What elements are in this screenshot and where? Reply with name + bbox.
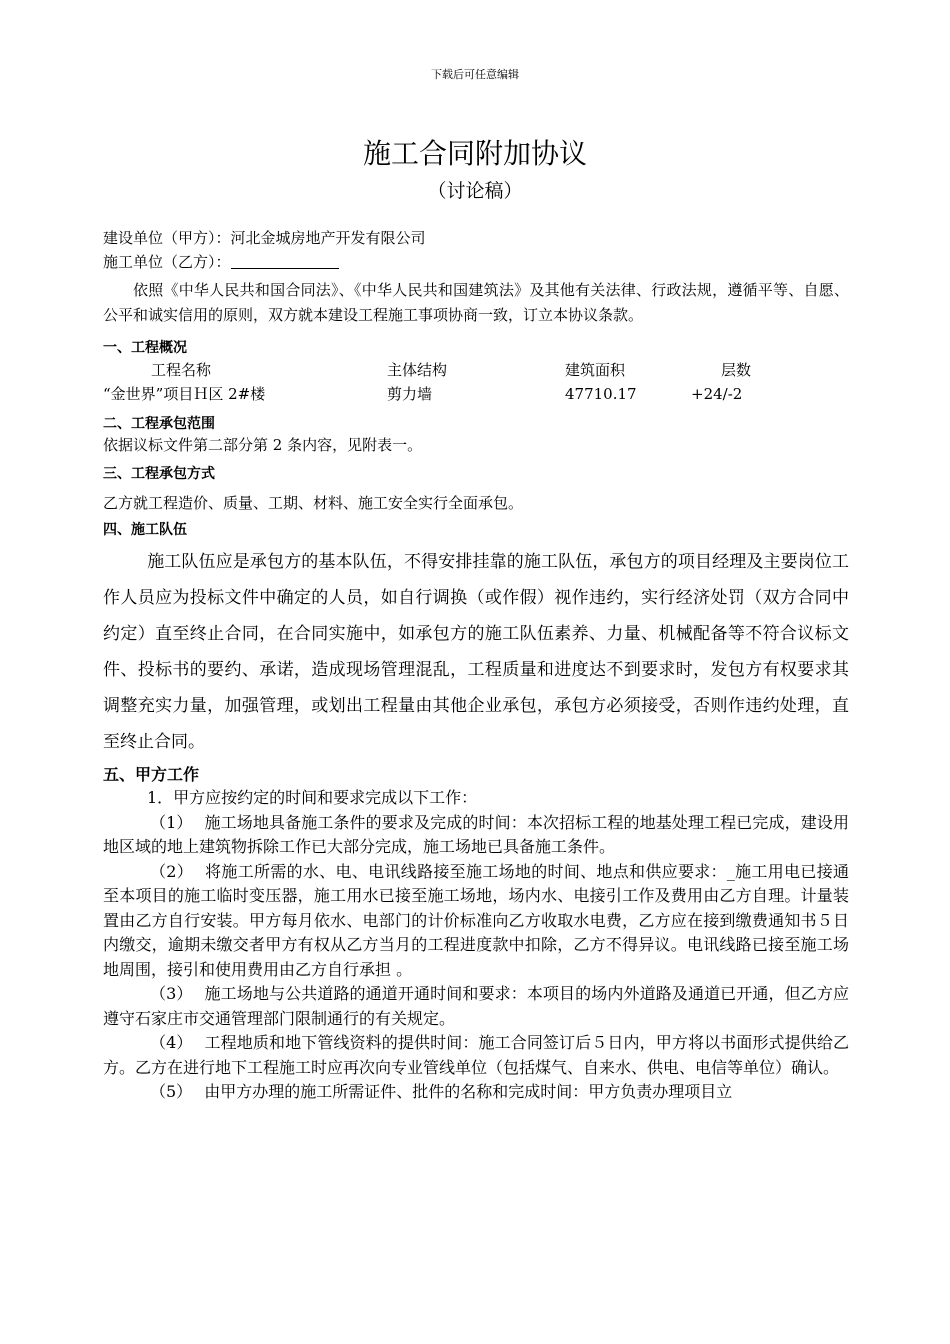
item-number: （5）	[150, 1082, 193, 1101]
item-number: （4）	[150, 1033, 193, 1052]
col-floors: 层数	[721, 361, 752, 379]
item-number: （2）	[150, 861, 194, 881]
item-text: 将施工所需的水、电、电讯线路接至施工场地的时间、地点和供应要求：_施工用电已接通至本项目的施工临时变压器，施工用水已接至施工场地，场内水、电接引工作及费用由乙方自理。计量装置由乙方自行安装。甲方每月依水、电部门的计价标准向乙方收取水电费，乙方应在接到缴费通知书５日内缴交，逾期未缴交者甲方有权从乙方当月的工程进度款中扣除，乙方不得异议。电讯线路已接至施工场地周围，接引和使用费用由乙方自行承担 。	[103, 861, 849, 979]
col-project-name: 工程名称	[151, 361, 212, 379]
cell-structure: 剪力墙	[387, 385, 433, 403]
item-text: 工程地质和地下管线资料的提供时间：施工合同签订后５日内，甲方将以书面形式提供给乙方。乙方在进行地下工程施工时应再次向专业管线单位（包括煤气、自来水、供电、电信等单位）确认。	[103, 1033, 849, 1077]
item-number: （3）	[150, 984, 193, 1003]
section-5-intro	[103, 786, 849, 811]
project-table-row	[103, 382, 849, 406]
project-table-header	[103, 358, 849, 382]
header-note: 下载后可任意编辑	[431, 68, 519, 81]
cell-floors: +24/-2	[691, 385, 743, 403]
section-5-heading: 五、甲方工作	[103, 765, 200, 784]
document-subtitle: （讨论稿）	[427, 180, 523, 202]
cell-project-name: “金世界”项目Ｈ区 2#楼	[103, 385, 266, 403]
intro-paragraph: 依照《中华人民共和国合同法》、《中华人民共和国建筑法》及其他有关法律、行政法规，遵循平等、自愿、公平和诚实信用的原则，双方就本建设工程施工事项协商一致，订立本协议条款。	[103, 281, 849, 324]
section-4-heading: 四、施工队伍	[103, 522, 187, 538]
document-body	[103, 226, 849, 1105]
document-title: 施工合同附加协议	[362, 137, 587, 170]
item-text: 施工场地具备施工条件的要求及完成的时间：本次招标工程的地基处理工程已完成，建设用地区域的地上建筑物拆除工作已大部分完成，施工场地已具备施工条件。	[103, 812, 849, 856]
section-1-heading: 一、工程概况	[103, 340, 187, 356]
section-2-heading: 二、工程承包范围	[103, 416, 215, 432]
list-item	[103, 811, 849, 860]
list-item	[103, 1031, 849, 1080]
party-b-label: 施工单位（乙方）：	[103, 253, 231, 271]
item-number: （1）	[150, 812, 193, 832]
item-text: 由甲方办理的施工所需证件、批件的名称和完成时间：甲方负责办理项目立	[204, 1082, 733, 1101]
list-item	[103, 1080, 849, 1105]
section-5-intro-text: 1．甲方应按约定的时间和要求完成以下工作：	[147, 788, 478, 807]
section-2-text: 依据议标文件第二部分第 2 条内容，见附表一。	[103, 436, 423, 454]
col-area: 建筑面积	[565, 361, 626, 379]
item-text: 施工场地与公共道路的通道开通时间和要求：本项目的场内外道路及通道已开通，但乙方应遵守石家庄市交通管理部门限制通行的有关规定。	[103, 984, 849, 1028]
list-item	[103, 982, 849, 1031]
section-4-text: 施工队伍应是承包方的基本队伍，不得安排挂靠的施工队伍，承包方的项目经理及主要岗位工作人员应为投标文件中确定的人员，如自行调换（或作假）视作违约，实行经济处罚（双方合同中约定）直至终止合同，在合同实施中，如承包方的施工队伍素养、力量、机械配备等不符合议标文件、投标书的要约、承诺，造成现场管理混乱，工程质量和进度达不到要求时，发包方有权要求其调整充实力量，加强管理，或划出工程量由其他企业承包，承包方必须接受，否则作违约处理，直至终止合同。	[103, 552, 849, 752]
list-item	[103, 860, 849, 983]
party-b-blank	[231, 252, 339, 269]
party-a: 建设单位（甲方）：河北金城房地产开发有限公司	[103, 229, 426, 247]
cell-area: 47710.17	[565, 385, 637, 403]
party-b	[103, 250, 849, 274]
col-structure: 主体结构	[387, 361, 448, 379]
section-3-text: 乙方就工程造价、质量、工期、材料、施工安全实行全面承包。	[103, 494, 524, 512]
section-3-heading: 三、工程承包方式	[103, 466, 215, 482]
